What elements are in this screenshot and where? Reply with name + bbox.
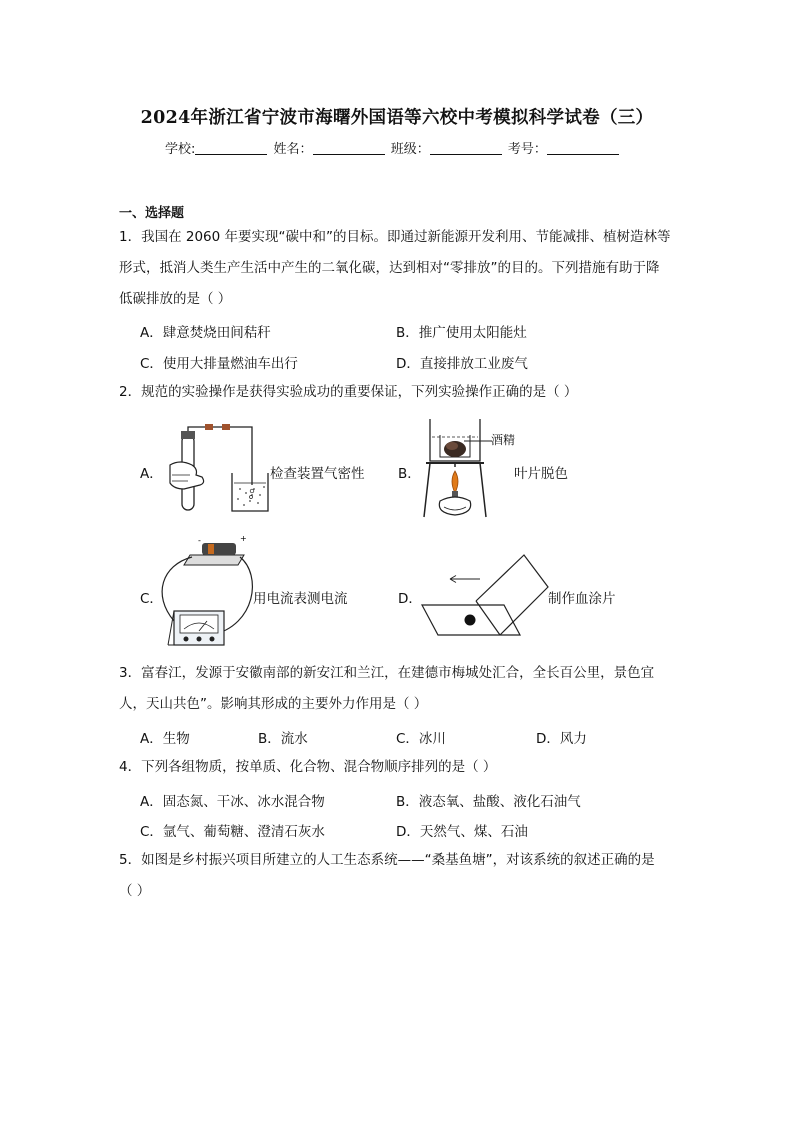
q2-option-c-letter[interactable]: C． [140,591,163,607]
q4-option-c[interactable]: C．氩气、葡萄糖、澄清石灰水 [140,824,325,840]
q4-option-a[interactable]: A．固态氮、干冰、冰水混合物 [140,794,325,810]
exam-no-blank[interactable] [547,141,619,155]
question-4-stem: 4．下列各组物质，按单质、化合物、混合物顺序排列的是（ ） [119,759,497,775]
question-5-line-2: （ ） [119,883,151,899]
exam-title: 2024年浙江省宁波市海曙外国语等六校中考模拟科学试卷（三） [140,108,654,128]
q4-option-b[interactable]: B．液态氧、盐酸、液化石油气 [396,794,581,810]
alcohol-pointer-line [464,438,494,444]
leaf-decolor-figure [420,415,490,520]
question-3 [119,658,679,720]
question-1-line-2: 形式，抵消人类生产生活中产生的二氧化碳，达到相对“零排放”的目的。下列措施有助于降 [119,260,660,276]
question-3-line-2: 人，天山共色”。影响其形成的主要外力作用是（ ） [119,696,428,712]
name-label: 姓名： [273,142,313,157]
name-blank[interactable] [313,141,385,155]
q3-option-c[interactable]: C．冰川 [396,731,446,747]
q3-option-b[interactable]: B．流水 [258,731,308,747]
school-blank[interactable] [195,141,267,155]
airtight-check-figure [160,425,270,515]
q2-option-b-caption: 叶片脱色 [514,466,568,482]
q2-option-c-caption: 用电流表测电流 [253,591,348,607]
q1-option-d[interactable]: D．直接排放工业废气 [396,356,528,372]
alcohol-label: 酒精 [491,433,516,447]
q3-option-d[interactable]: D．风力 [536,731,587,747]
question-3-line-1: 3．富春江，发源于安徽南部的新安江和兰江，在建德市梅城处汇合，全长百公里，景色宜 [119,665,655,681]
svg-text:+: + [240,534,247,543]
question-1-line-1: 1．我国在 2060 年要实现“碳中和”的目标。即通过新能源开发利用、节能减排、植树造林等 [119,229,671,245]
q2-option-d-letter[interactable]: D． [398,591,422,607]
question-5-line-1: 5．如图是乡村振兴项目所建立的人工生态系统——“桑基鱼塘”，对该系统的叙述正确的是 [119,852,655,868]
q3-option-a[interactable]: A．生物 [140,731,190,747]
question-1 [119,222,679,315]
svg-text:-: - [198,536,201,545]
question-1-line-3: 低碳排放的是（ ） [119,291,232,307]
question-5 [119,845,689,907]
exam-no-label: 考号： [507,142,547,157]
question-2-stem: 2．规范的实验操作是获得实验成功的重要保证，下列实验操作正确的是（ ） [119,384,578,400]
section-heading: 一、选择题 [119,206,185,221]
ammeter-circuit-figure [152,535,254,653]
q2-option-a-caption: 检查装置气密性 [270,466,365,482]
q1-option-c[interactable]: C．使用大排量燃油车出行 [140,356,298,372]
q4-option-d[interactable]: D．天然气、煤、石油 [396,824,528,840]
school-label: 学校: [165,142,196,157]
q1-option-b[interactable]: B．推广使用太阳能灶 [396,325,527,341]
q2-option-b-letter[interactable]: B． [398,466,421,482]
student-info-line [165,138,621,157]
q2-option-a-letter[interactable]: A． [140,466,163,482]
q1-option-a[interactable]: A．肆意焚烧田间秸秆 [140,325,271,341]
blood-smear-figure [420,553,550,643]
class-label: 班级： [390,142,430,157]
class-blank[interactable] [430,141,502,155]
q2-option-d-caption: 制作血涂片 [548,591,616,607]
